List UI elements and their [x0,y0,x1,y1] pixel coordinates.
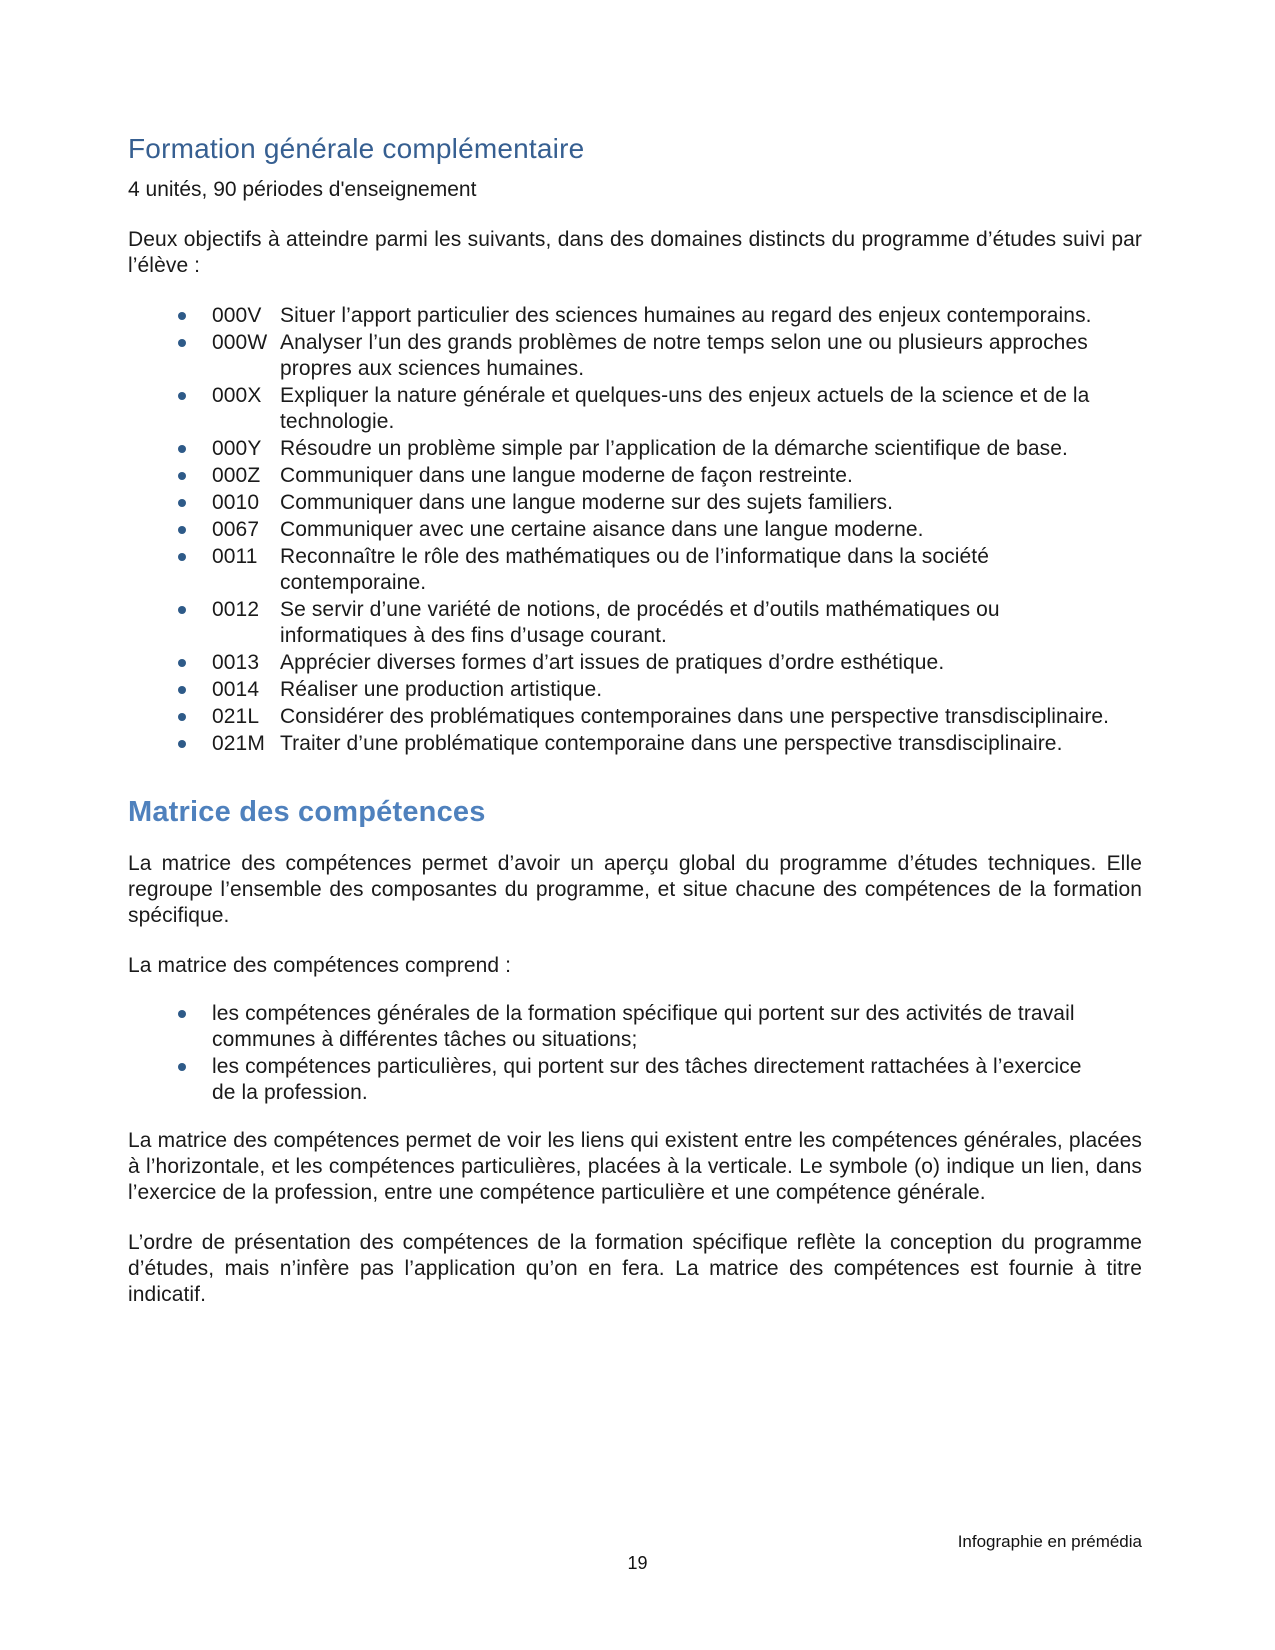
objective-code: 021L [212,705,260,728]
bullet-icon [178,731,212,757]
bullet-icon [178,1001,212,1027]
objective-item [128,330,1142,382]
objective-item [128,463,1142,489]
objective-item [128,544,1142,596]
objective-code: 0014 [212,678,260,701]
objective-item [128,704,1142,730]
objective-code: 000Y [212,437,262,460]
objective-code: 000W [212,331,268,354]
matrix-paragraph-ordre: L’ordre de présentation des compétences de la formation spécifique reflète la conception du programme d’études, mais n’infère pas l’application qu’on en fera. La matrice des compétences est fournie à titre indicatif. [128,1231,1142,1306]
matrix-paragraph-comprend: La matrice des compétences comprend : [128,954,512,977]
objective-item [128,650,1142,676]
objective-item [128,436,1142,462]
objective-text: Communiquer dans une langue moderne de façon restreinte. [280,464,853,487]
section-heading-formation-generale: Formation générale complémentaire [128,133,585,164]
objective-code: 021M [212,732,265,755]
bullet-icon [178,330,212,356]
bullet-icon [178,303,212,329]
objective-text: Traiter d’une problématique contemporaine dans une perspective transdisciplinaire. [280,732,1063,755]
matrix-components-list [128,1001,1142,1106]
bullet-icon [178,383,212,409]
footer-program-title: Infographie en prémédia [957,1532,1142,1551]
section-heading-matrice-competences: Matrice des compétences [128,796,486,828]
matrix-list-item [128,1001,1142,1053]
bullet-icon [178,704,212,730]
objective-text: Expliquer la nature générale et quelques-uns des enjeux actuels de la science et de la technologie. [280,384,1090,433]
objective-text: Analyser l’un des grands problèmes de notre temps selon une ou plusieurs approches propres aux sciences humaines. [280,331,1088,380]
matrix-paragraph-liens: La matrice des compétences permet de voir les liens qui existent entre les compétences générales, placées à l’horizontale, et les compétences particulières, placées à la verticale. Le symbole (o) indique un lien, dans l’exercice de la profession, entre une compétence particulière et une compétence générale. [128,1129,1142,1204]
objective-code: 0011 [212,545,258,568]
objective-code: 000V [212,304,262,327]
objective-text: Reconnaître le rôle des mathématiques ou de l’informatique dans la société contemporaine. [280,545,989,594]
objective-code: 000Z [212,464,261,487]
objective-code: 0067 [212,518,260,541]
objective-item [128,597,1142,649]
matrix-item-text: les compétences générales de la formation spécifique qui portent sur des activités de travail communes à différentes tâches ou situations; [212,1002,1075,1051]
objective-item [128,517,1142,543]
bullet-icon [178,597,212,623]
objective-code: 0010 [212,491,260,514]
page-number: 19 [627,1553,648,1573]
bullet-icon [178,490,212,516]
matrix-list-item [128,1054,1142,1106]
bullet-icon [178,677,212,703]
bullet-icon [178,1054,212,1080]
matrix-paragraph-overview: La matrice des compétences permet d’avoir un aperçu global du programme d’études techniques. Elle regroupe l’ensemble des composantes du programme, et situe chacune des compétences de la formation spécifique. [128,852,1142,927]
bullet-icon [178,436,212,462]
bullet-icon [178,650,212,676]
objectives-list [128,303,1142,757]
objective-text: Considérer des problématiques contemporaines dans une perspective transdisciplinaire. [280,705,1110,728]
objective-item [128,677,1142,703]
objective-code: 0012 [212,598,260,621]
matrix-item-text: les compétences particulières, qui portent sur des tâches directement rattachées à l’exercice de la profession. [212,1055,1082,1104]
objective-item [128,731,1142,757]
bullet-icon [178,544,212,570]
objective-text: Réaliser une production artistique. [280,678,603,701]
objective-text: Se servir d’une variété de notions, de procédés et d’outils mathématiques ou informatiques à des fins d’usage courant. [280,598,1000,647]
objective-text: Communiquer avec une certaine aisance dans une langue moderne. [280,518,924,541]
objective-text: Situer l’apport particulier des sciences humaines au regard des enjeux contemporains. [280,304,1092,327]
units-periods-subtitle: 4 unités, 90 périodes d'enseignement [128,178,477,201]
objective-text: Apprécier diverses formes d’art issues de pratiques d’ordre esthétique. [280,651,945,674]
objective-text: Communiquer dans une langue moderne sur des sujets familiers. [280,491,894,514]
objective-code: 0013 [212,651,260,674]
objective-item [128,383,1142,435]
objective-code: 000X [212,384,262,407]
objective-item [128,303,1142,329]
objective-text: Résoudre un problème simple par l’application de la démarche scientifique de base. [280,437,1068,460]
objective-item [128,490,1142,516]
intro-paragraph: Deux objectifs à atteindre parmi les suivants, dans des domaines distincts du programme d’études suivi par l’élève : [128,228,1142,277]
bullet-icon [178,463,212,489]
bullet-icon [178,517,212,543]
